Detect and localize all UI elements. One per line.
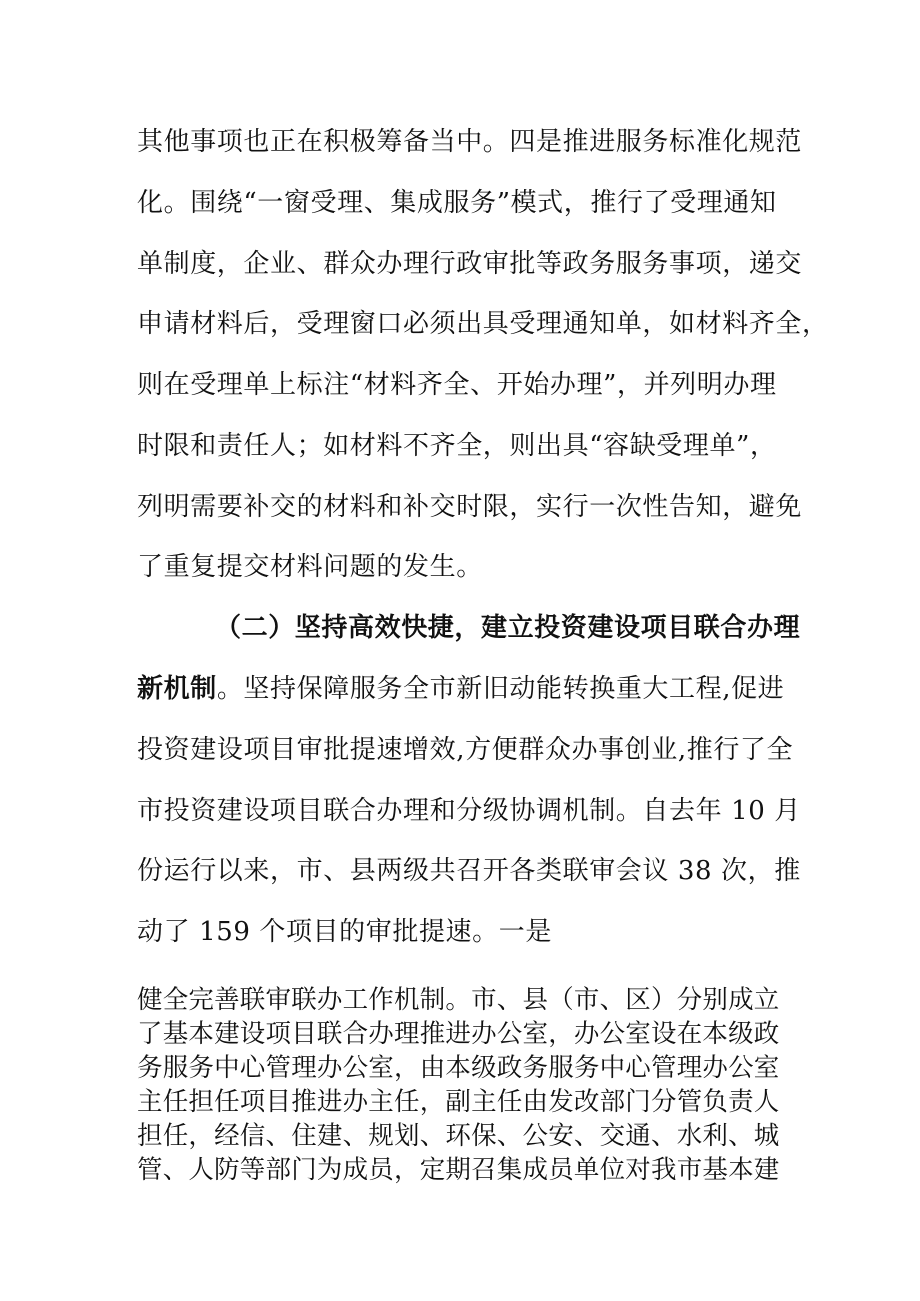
- text-line: 动了 159 个项目的审批提速。一是: [137, 917, 552, 947]
- text-line: 时限和责任人；如材料不齐全，则出具“容缺受理单”，: [137, 431, 777, 461]
- text-line: 健全完善联审联办工作机制。市、县（市、区）分别成立: [137, 985, 780, 1015]
- text-line: 投资建设项目审批提速增效,方便群众办事创业,推行了全: [137, 735, 794, 765]
- text-line: 化。围绕“一窗受理、集成服务”模式，推行了受理通知: [137, 188, 777, 218]
- text-line: 申请材料后，受理窗口必须出具受理通知单，如材料齐全，: [137, 309, 829, 339]
- section-heading: （二）坚持高效快捷，建立投资建设项目联合办理: [215, 613, 801, 643]
- text-line: 务服务中心管理办公室，由本级政务服务中心管理办公室: [137, 1053, 780, 1083]
- text-line: 担任，经信、住建、规划、环保、公安、交通、水利、城: [137, 1121, 780, 1151]
- section-heading-continued: 新机制: [137, 674, 217, 704]
- text-line: [137, 672, 784, 706]
- text-span: 。坚持保障服务全市新旧动能转换重大工程,促进: [216, 674, 785, 704]
- text-line: 其他事项也正在积极筹备当中。四是推进服务标准化规范: [137, 127, 803, 157]
- text-line: 则在受理单上标注“材料齐全、开始办理”，并列明办理: [137, 370, 777, 400]
- text-line: 市投资建设项目联合办理和分级协调机制。自去年 10 月: [137, 796, 801, 826]
- text-line: 主任担任项目推进办主任，副主任由发改部门分管负责人: [137, 1087, 780, 1117]
- text-line: 了重复提交材料问题的发生。: [137, 552, 483, 582]
- text-line: 管、人防等部门为成员，定期召集成员单位对我市基本建: [137, 1155, 780, 1185]
- text-line: 列明需要补交的材料和补交时限，实行一次性告知，避免: [137, 492, 803, 522]
- text-line: 单制度，企业、群众办理行政审批等政务服务事项，递交: [137, 249, 803, 279]
- text-line: 份运行以来，市、县两级共召开各类联审会议 38 次，推: [137, 856, 801, 886]
- text-line: 了基本建设项目联合办理推进办公室，办公室设在本级政: [137, 1019, 780, 1049]
